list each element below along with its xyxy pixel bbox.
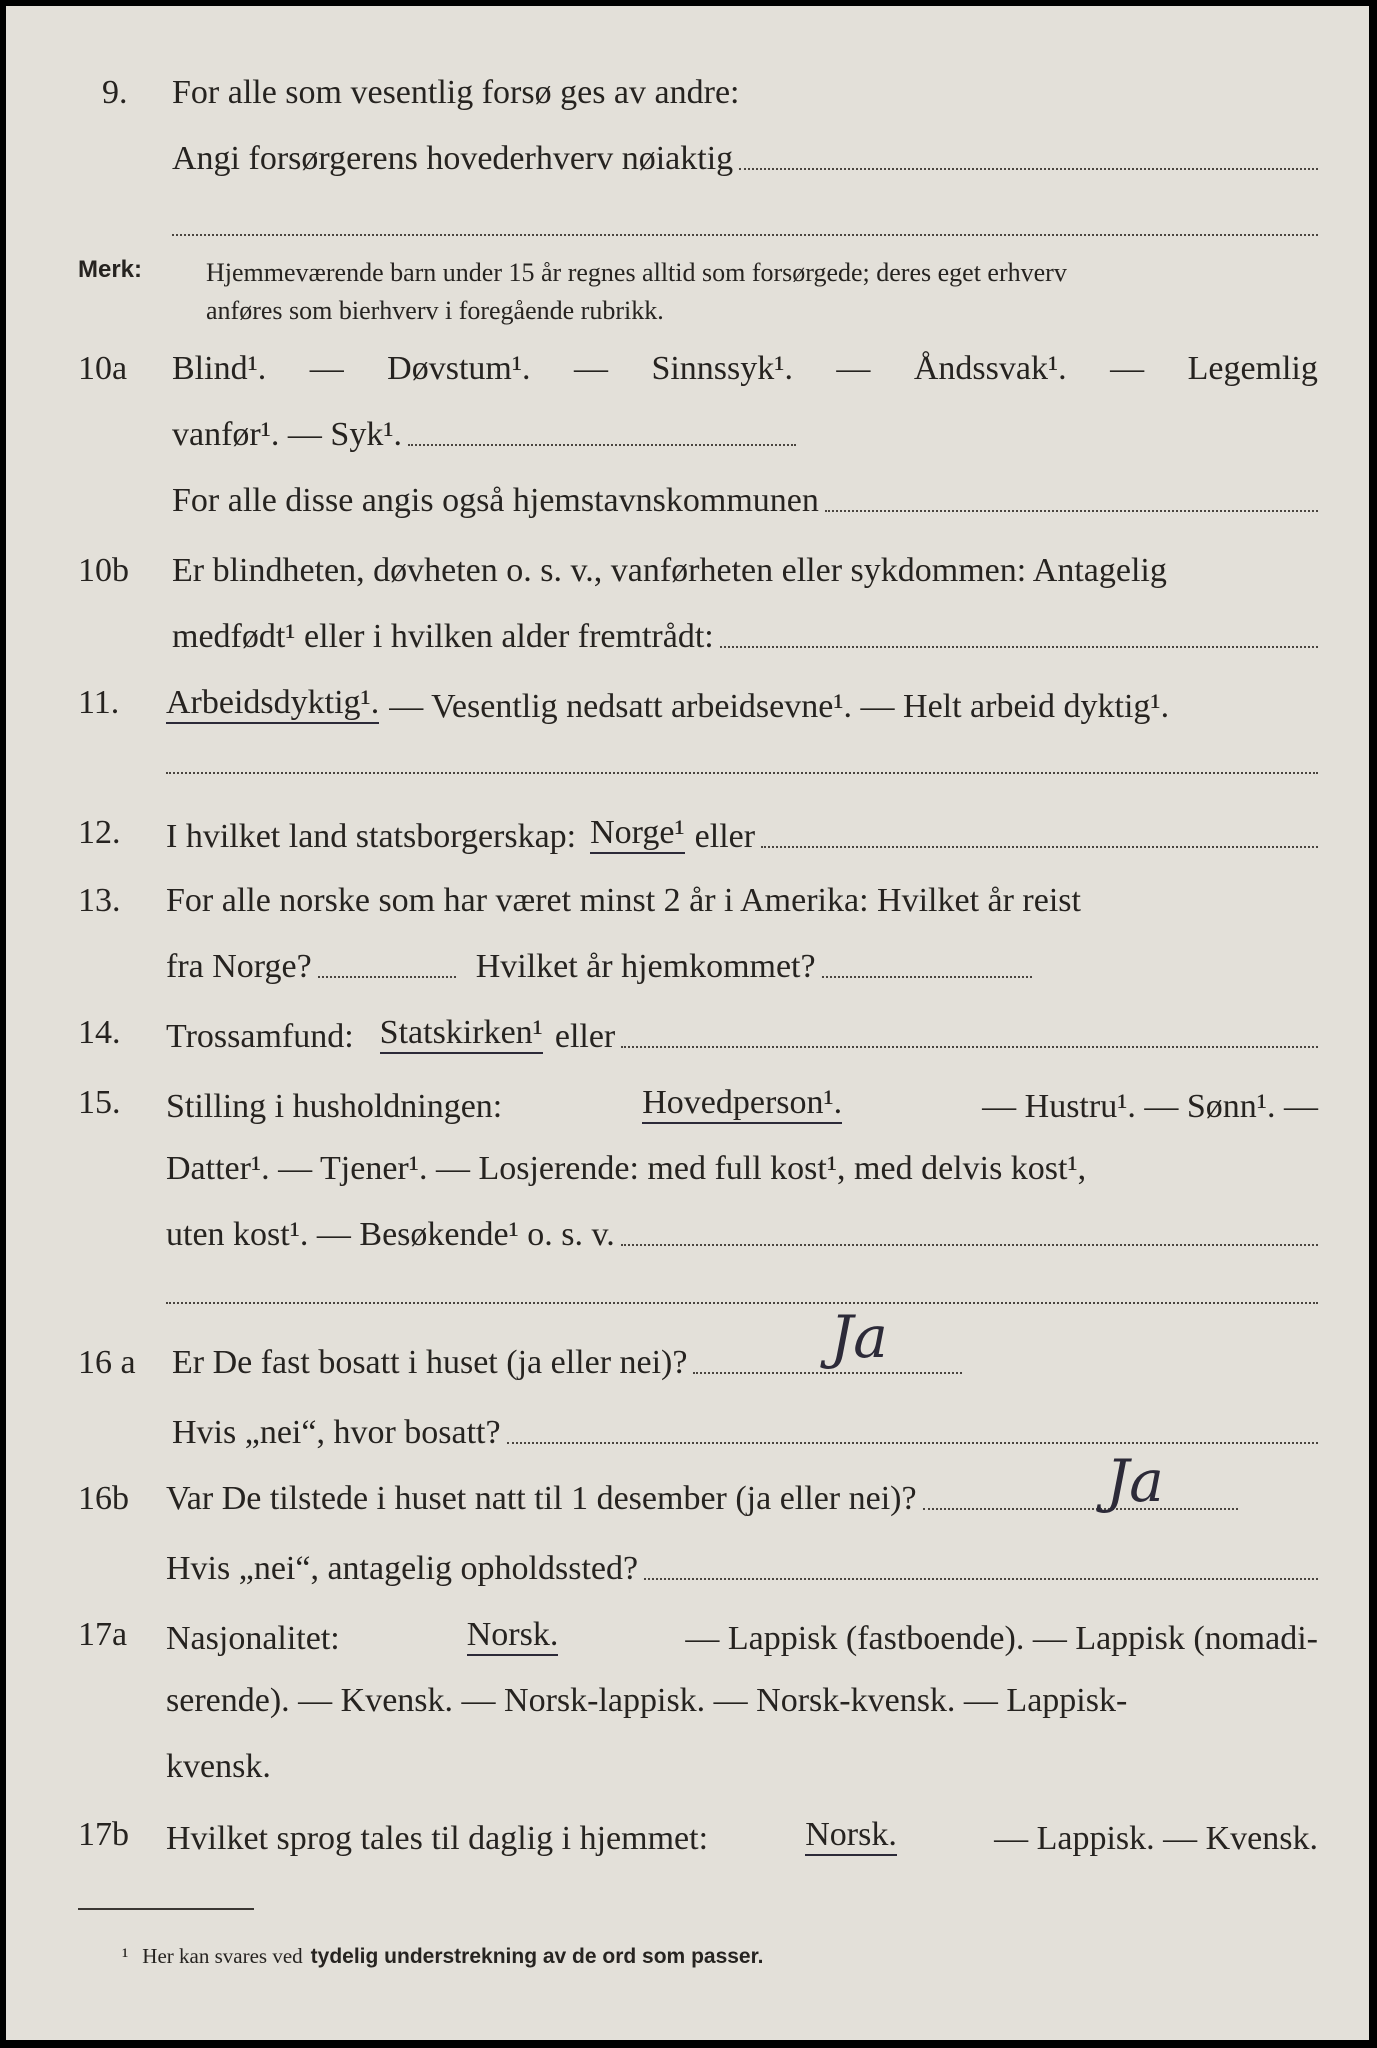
q17b-number: 17b	[78, 1816, 129, 1853]
merk-line2: anføres som bierhverv i foregående rubrikk.	[206, 296, 664, 325]
q16b-line2-text: Hvis „nei“, antagelig opholdssted?	[166, 1550, 639, 1587]
q10b-line1: Er blindheten, døvheten o. s. v., vanførheten eller sykdommen: Antagelig	[172, 552, 1167, 589]
q16b-answer-field[interactable]	[923, 1508, 1238, 1510]
q10a-opt-blind[interactable]: Blind¹.	[172, 350, 267, 387]
q17a-opt-norsk[interactable]: Norsk.	[467, 1618, 559, 1656]
q15-label: Stilling i husholdningen:	[166, 1088, 503, 1125]
q17b-line	[166, 1818, 1318, 1856]
q15-line3-text[interactable]: uten kost¹. — Besøkende¹ o. s. v.	[166, 1216, 615, 1253]
q16b-number: 16b	[78, 1480, 129, 1517]
q15-opt-hovedperson[interactable]: Hovedperson¹.	[642, 1086, 842, 1124]
q11-line1	[166, 686, 1169, 724]
q15-line3	[166, 1218, 1318, 1252]
q15-line1-rest[interactable]: — Hustru¹. — Sønn¹. —	[982, 1088, 1318, 1125]
q9-line1: For alle som vesentlig forsø ges av andre:	[172, 74, 740, 111]
footnote-bold-text: tydelig understrekning av de ord som passer.	[310, 1945, 764, 1968]
census-form-sheet	[6, 6, 1369, 2040]
q15-line1	[166, 1086, 1318, 1124]
q10a-dash-1: —	[309, 350, 344, 387]
q14-eller: eller	[554, 1018, 616, 1055]
q11-opt-arbeidsdyktig[interactable]: Arbeidsdyktig¹.	[166, 686, 379, 724]
q10a-opt-sinnssyk[interactable]: Sinnssyk¹.	[651, 350, 793, 387]
q9-answer-field[interactable]	[739, 168, 1318, 170]
q13-number: 13.	[78, 882, 121, 919]
q13-line1: For alle norske som har været minst 2 år i Amerika: Hvilket år reist	[166, 882, 1081, 919]
q10a-hjemstavn-field[interactable]	[825, 510, 1318, 512]
q10a-line2	[172, 418, 796, 452]
q10b-line2-text: medfødt¹ eller i hvilken alder fremtrådt:	[172, 618, 714, 655]
q13-line2a: fra Norge?	[166, 948, 312, 985]
q17a-label: Nasjonalitet:	[166, 1620, 340, 1657]
footnote-rule	[78, 1908, 254, 1910]
q17b-opt-norsk[interactable]: Norsk.	[805, 1818, 897, 1856]
q10a-line3-text: For alle disse angis også hjemstavnskommunen	[172, 482, 819, 519]
q10a-line3	[172, 484, 1318, 518]
footnote	[122, 1946, 763, 1967]
q16a-line2	[172, 1416, 1318, 1450]
q15-answer-field[interactable]	[621, 1244, 1318, 1246]
q10a-dash-2: —	[574, 350, 608, 387]
q16a-bosatt-field[interactable]	[507, 1442, 1318, 1444]
q14-label: Trossamfund:	[166, 1018, 354, 1055]
q10a-opt-dovstum[interactable]: Døvstum¹.	[387, 350, 531, 387]
q16b-line1	[166, 1482, 1238, 1516]
q16a-line2-text: Hvis „nei“, hvor bosatt?	[172, 1414, 501, 1451]
q14-line	[166, 1016, 1318, 1054]
q16a-number: 16 a	[78, 1344, 136, 1381]
q14-number: 14.	[78, 1014, 121, 1051]
q12-answer-field[interactable]	[761, 846, 1318, 848]
q10b-line2	[172, 620, 1318, 654]
q10b-number: 10b	[78, 552, 129, 589]
q12-opt-norge[interactable]: Norge¹	[590, 816, 685, 854]
q16a-answer-field[interactable]	[693, 1372, 962, 1374]
q11-rest[interactable]: — Vesentlig nedsatt arbeidsevne¹. — Helt arbeid dyktig¹.	[389, 688, 1170, 725]
q17a-line1	[166, 1618, 1318, 1656]
q16b-opholdssted-field[interactable]	[644, 1578, 1318, 1580]
q16a-line1-text: Er De fast bosatt i huset (ja eller nei)?	[172, 1344, 688, 1381]
q15-line2[interactable]: Datter¹. — Tjener¹. — Losjerende: med full kost¹, med delvis kost¹,	[166, 1150, 1087, 1187]
q17a-line1-rest[interactable]: — Lappisk (fastboende). — Lappisk (nomadi-	[685, 1620, 1318, 1657]
q16b-line1-text: Var De tilstede i huset natt til 1 desember (ja eller nei)?	[166, 1480, 917, 1517]
q12-eller: eller	[694, 818, 756, 855]
q9-line2-text: Angi forsørgerens hovederhverv nøiaktig	[172, 140, 734, 177]
q17b-rest[interactable]: — Lappisk. — Kvensk.	[994, 1820, 1318, 1857]
q15-number: 15.	[78, 1084, 121, 1121]
q13-reist-field[interactable]	[318, 976, 456, 978]
q16a-handwritten-answer: Ja	[830, 1303, 888, 1371]
q13-line2b: Hvilket år hjemkommet?	[475, 948, 816, 985]
footnote-text: Her kan svares ved	[142, 1944, 303, 1968]
q9-number: 9.	[102, 74, 128, 111]
q13-line2	[166, 950, 1032, 984]
q16b-line2	[166, 1552, 1318, 1586]
q9-answer-line2[interactable]	[172, 234, 1318, 236]
q12-label: I hvilket land statsborgerskap:	[166, 818, 577, 855]
q10a-opt-legemlig[interactable]: Legemlig	[1187, 350, 1318, 387]
q10a-number: 10a	[78, 350, 128, 387]
q17a-number: 17a	[78, 1616, 128, 1653]
merk-label: Merk:	[78, 256, 143, 283]
q16b-handwritten-answer: Ja	[1106, 1447, 1164, 1515]
q9-line2	[172, 142, 1318, 176]
q15-answer-line2[interactable]	[166, 1302, 1318, 1304]
q17a-line2[interactable]: serende). — Kvensk. — Norsk-lappisk. — Norsk-kvensk. — Lappisk-	[166, 1682, 1128, 1719]
q10a-line2-text[interactable]: vanfør¹. — Syk¹.	[172, 416, 403, 453]
q10a-opt-andssvak[interactable]: Åndssvak¹.	[913, 350, 1067, 387]
footnote-mark: ¹	[122, 1944, 129, 1968]
q12-number: 12.	[78, 814, 121, 851]
q12-line	[166, 816, 1318, 854]
q10a-dash-4: —	[1110, 350, 1145, 387]
q14-opt-statskirken[interactable]: Statskirken¹	[380, 1016, 543, 1054]
merk-line1: Hjemmeværende barn under 15 år regnes alltid som forsørgede; deres eget erhverv	[206, 258, 1067, 287]
q10a-dash-3: —	[836, 350, 871, 387]
q10a-line1	[172, 352, 1318, 386]
q13-hjemkommet-field[interactable]	[822, 976, 1032, 978]
q11-answer-line[interactable]	[166, 772, 1318, 774]
q14-answer-field[interactable]	[621, 1046, 1318, 1048]
q17b-label: Hvilket sprog tales til daglig i hjemmet:	[166, 1820, 709, 1857]
q11-number: 11.	[78, 684, 120, 721]
q17a-line3[interactable]: kvensk.	[166, 1748, 271, 1785]
q10b-answer-field[interactable]	[720, 646, 1318, 648]
q10a-answer-field[interactable]	[408, 444, 796, 446]
